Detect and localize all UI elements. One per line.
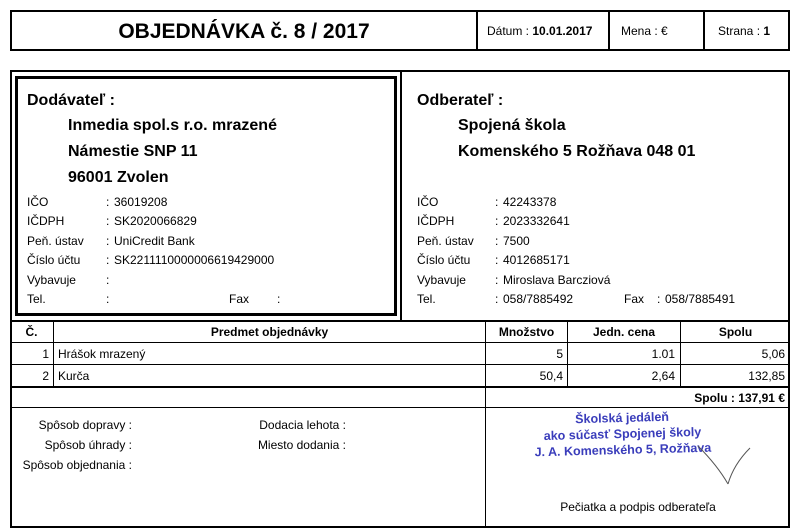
page-value: 1 [763,24,771,38]
date-value: 10.01.2017 [532,24,593,38]
stamp-line-2: ako súčasť Spojenej školy [543,424,702,444]
col-header-no: Č. [25,325,38,339]
delivery-place-label: Miesto dodania : [257,438,346,452]
row1-no: 1 [42,347,49,361]
customer-contact-label: Vybavuje [417,273,466,287]
currency-field [621,24,668,38]
order-method-label: Spôsob objednania : [22,458,132,472]
customer-contact-colon: : [495,273,499,287]
customer-fax-colon: : [657,292,661,306]
supplier-contact-colon: : [106,273,110,287]
customer-tel-label: Tel. [417,292,436,306]
customer-icdph-value: 2023332641 [503,214,570,228]
supplier-city: 96001 Zvolen [68,169,169,186]
signature-mark [690,440,760,490]
supplier-account-colon: : [106,253,110,267]
supplier-tel-colon: : [106,292,110,306]
payment-label: Spôsob úhrady : [44,438,132,452]
row2-item: Kurča [58,369,90,383]
supplier-street: Námestie SNP 11 [68,143,198,160]
party-divider [400,72,402,320]
row2-unit-price: 2,64 [651,369,675,383]
header-divider-3 [703,10,705,51]
supplier-heading: Dodávateľ : [27,92,115,109]
customer-tel-colon: : [495,292,499,306]
supplier-fax-label: Fax [229,292,250,306]
supplier-bank-label: Peň. ústav [27,234,84,248]
customer-contact-value: Miroslava Barcziová [503,273,611,287]
row1-total: 5,06 [761,347,785,361]
supplier-name: Inmedia spol.s r.o. mrazené [68,117,277,134]
page-field [718,24,770,38]
customer-bank-label: Peň. ústav [417,234,474,248]
supplier-ico-colon: : [106,195,110,209]
supplier-icdph-colon: : [106,214,110,228]
customer-heading: Odberateľ : [417,92,504,109]
table-row2-line [10,386,790,388]
supplier-icdph-value: SK2020066829 [114,214,197,228]
customer-account-colon: : [495,253,499,267]
row2-qty: 50,4 [539,369,563,383]
delivery-term-label: Dodacia lehota : [259,418,346,432]
supplier-account-label: Číslo účtu [27,253,81,267]
customer-icdph-label: IČDPH [417,214,455,228]
supplier-ico-value: 36019208 [114,195,168,209]
supplier-tel-label: Tel. [27,292,46,306]
document-title: OBJEDNÁVKA č. 8 / 2017 [118,20,370,43]
stamp-line-1: Školská jedáleň [575,409,670,427]
supplier-contact-label: Vybavuje [27,273,76,287]
page-label: Strana : [718,24,761,38]
table-header-line [10,342,790,343]
row1-unit-price: 1.01 [651,347,675,361]
currency-value: € [661,24,668,38]
customer-street: Komenského 5 Rožňava 048 01 [458,143,696,160]
customer-icdph-colon: : [495,214,499,228]
sum-value: 137,91 € [738,391,785,405]
supplier-account-value: SK2211110000006619429000 [114,253,275,267]
row1-item: Hrášok mrazený [58,347,146,361]
supplier-icdph-label: IČDPH [27,214,65,228]
currency-label: Mena : [621,24,658,38]
supplier-bank-colon: : [106,234,110,248]
table-top-line [10,320,790,322]
col-header-total: Spolu [718,325,753,339]
sum-label: Spolu : [694,391,735,405]
customer-ico-value: 42243378 [503,195,557,209]
supplier-ico-label: IČO [27,195,49,209]
transport-label: Spôsob dopravy : [38,418,132,432]
customer-tel-value: 058/7885492 [503,292,574,306]
stamp-line-3: J. A. Komenského 5, Rožňava [534,440,712,460]
customer-bank-value: 7500 [503,234,530,248]
row2-no: 2 [42,369,49,383]
header-divider-1 [476,10,478,51]
header-divider-2 [608,10,610,51]
customer-bank-colon: : [495,234,499,248]
signature-label: Pečiatka a podpis odberateľa [560,500,716,514]
customer-ico-colon: : [495,195,499,209]
row2-total: 132,85 [748,369,785,383]
customer-account-value: 4012685171 [503,253,570,267]
col-header-unit-price: Jedn. cena [592,325,656,339]
col-header-item: Predmet objednávky [210,325,329,339]
row1-qty: 5 [556,347,563,361]
col-header-qty: Množstvo [498,325,555,339]
date-field [487,24,592,38]
sum-row [486,391,785,405]
table-row1-line [10,364,790,365]
customer-ico-label: IČO [417,195,439,209]
customer-account-label: Číslo účtu [417,253,471,267]
supplier-fax-colon: : [277,292,281,306]
supplier-bank-value: UniCredit Bank [114,234,195,248]
customer-fax-label: Fax [624,292,645,306]
date-label: Dátum : [487,24,530,38]
customer-name: Spojená škola [458,117,566,134]
customer-fax-value: 058/7885491 [665,292,736,306]
